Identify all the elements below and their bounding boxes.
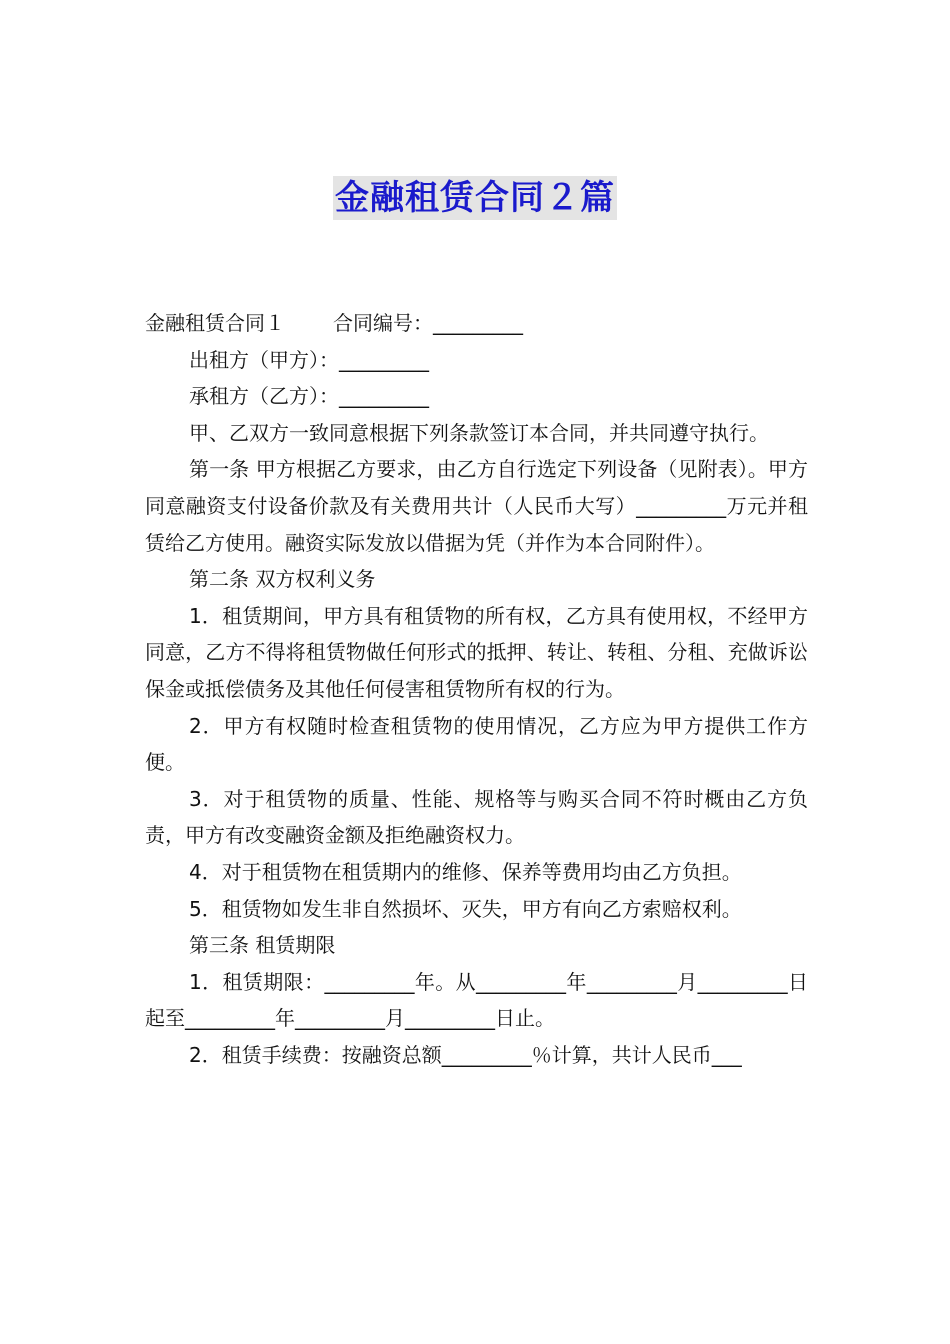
- article-2-item-1: 1．租赁期间，甲方具有租赁物的所有权，乙方具有使用权，不经甲方同意，乙方不得将租赁物做任何形式的抵押、转让、转租、分租、充做诉讼保金或抵偿债务及其他任何侵害租赁物所有权的行为。: [145, 603, 808, 701]
- title-container: [0, 176, 950, 220]
- lessee-line: 承租方（乙方）：_________: [189, 384, 429, 409]
- contract-heading-line: [145, 305, 808, 342]
- article-3-item-2: 2．租赁手续费：按融资总额_________％计算，共计人民币___: [189, 1042, 742, 1067]
- article-2-item-5: 5．租赁物如发生非自然损坏、灭失，甲方有向乙方索赔权利。: [189, 896, 742, 921]
- article-2-heading: 第二条 双方权利义务: [189, 567, 376, 592]
- preamble-paragraph: 甲、乙双方一致同意根据下列条款签订本合同，并共同遵守执行。: [189, 420, 769, 445]
- article-2-item-4: 4．对于租赁物在租赁期内的维修、保养等费用均由乙方负担。: [189, 859, 742, 884]
- document-body: [145, 305, 808, 1073]
- article-2-item-3: 3．对于租赁物的质量、性能、规格等与购买合同不符时概由乙方负责，甲方有改变融资金额及拒绝融资权力。: [145, 786, 808, 848]
- contract-name: 金融租赁合同１: [145, 311, 285, 335]
- article-1-paragraph: 第一条 甲方根据乙方要求，由乙方自行选定下列设备（见附表）。甲方同意融资支付设备价款及有关费用共计（人民币大写）_________万元并租赁给乙方使用。融资实际发放以借据为凭（并作为本合同附件）。: [145, 457, 808, 555]
- lessor-line: 出租方（甲方）：_________: [189, 347, 429, 372]
- document-title: 金融租赁合同２篇: [335, 178, 615, 218]
- article-3-item-1: 1．租赁期限：_________年。从_________年_________月_________日起至_________年_________月_________日止。: [145, 969, 808, 1031]
- article-3-heading: 第三条 租赁期限: [189, 933, 336, 958]
- article-2-item-2: 2．甲方有权随时检查租赁物的使用情况，乙方应为甲方提供工作方便。: [145, 713, 808, 775]
- contract-number: 合同编号：_________: [333, 311, 523, 335]
